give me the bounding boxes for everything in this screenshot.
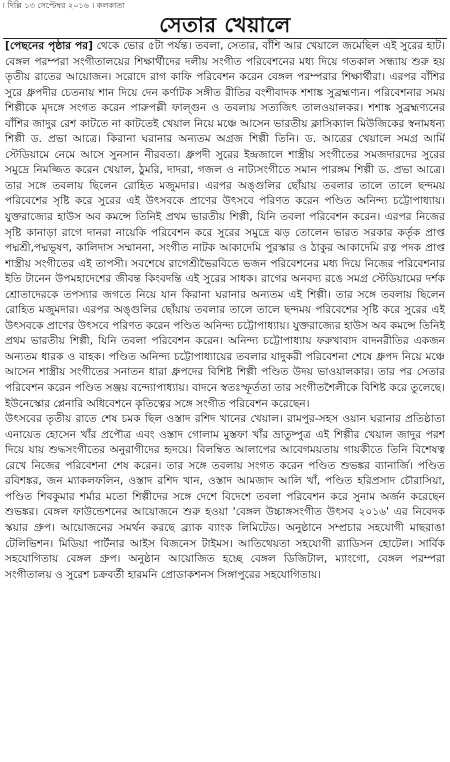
paragraph-1-text: থেকে ভোর ৫টা পর্যন্ত। তবলা, সেতার, বাঁশি আর খেয়ালে জমেছিল এই সুরের হাট। বেঙ্গল পরম্পরা সংগীতালয়ের শিক্ষার্থীদের দলীয় সংগীত পরিবেশনের মধ্য দিয়ে গতকাল সন্ধ্যায় শুরু হয় তৃতীয় রাতের আয়োজন। সরোদে রাগ কাফি পরিবেশন করেন বেঙ্গল পরম্পরার শিক্ষার্থীরা। এরপর বাঁশির সুরে ধ্রুপদীর চেতনায় শান দিয়ে দেন কর্ণাটক সঙ্গীত রীতির বংশীবাদক শশাঙ্ক সুব্রহ্মণ্যন। পরিবেশনার সময় শিল্পীকে মৃদঙ্গে সংগত করেন পারুপল্লী ফাল্গুন ও তবলায় সত্যজিৎ তালওয়ালকর। শশাঙ্ক সুব্রহ্মণ্যনের বাঁশির জাদুর রেশ কাটতে না কাটতেই খেয়াল নিয়ে মঞ্চে আসেন ভারতীয় ক্লাসিক্যাল মিউজিকের স্বনামধন্য শিল্পী ড. প্রভা আত্রে। কিরানা ঘরানার অন্যতম অগ্রজ শিল্পী তিনি। ড. আত্রের খেয়ালে সমগ্র আর্মি স্টেডিয়ামে নেমে আসে সুনসান নীরবতা। ধ্রুপদী সুরের ইন্দ্রজালে শাস্ত্রীয় সংগীতের সমজদারদের সুরের সমুদ্রে নিমজ্জিত করেন খেয়াল, ঠুমরি, দাদরা, গজল ও নাট্যসংগীতে সমান পারঙ্গম শিল্পী ড. প্রভা আত্রে। তার সঙ্গে তবলায় ছিলেন রোহিত মজুমদার। এরপর অঙ্গুলির ছোঁয়ায় তবলার তালে তালে ছন্দময় পরিবেশের সৃষ্টি করে সুরের এই উৎসবকে প্রাণের উৎসবে পরিণত করেন পণ্ডিত অনিন্দ্য চট্টোপাধ্যায়। যুক্তরাজ্যের হাউস অব কমন্সে তিনিই প্রথম ভারতীয় শিল্পী, যিনি তবলা পরিবেশন করেন। এরপর নিজের সৃষ্টি কানাড়া রাগে দানরা নায়েকি পরিবেশন করে সুরের সমুদ্রে ঝড় তোলেন ভারত সরকার কর্তৃক প্রাপ্ত পদ্মশ্রী,পদ্মভূষণ, কালিদাস সম্মাননা, সংগীত নাটক আকাদেমি পুরস্কার ও ঠাকুর আকাদেমি রত্ন পদক প্রাপ্ত শাস্ত্রীয় সংগীতের এই তাপসী। সবশেষে রাগেশ্রীভৈরবিতে ভজন পরিবেশনের মধ্য দিয়ে নিজের পরিবেশনার ইতি টানেন উপমহাদেশের জীবন্ত কিংবদন্তি এই সুরের সাধক। রাগের অনবদ্য রঙে সমগ্র স্টেডিয়ামের দর্শক শ্রোতাদেরকে তপস্যার জগতে নিয়ে যান কিরানা ঘরানার অন্যতম এই শিল্পী। তার সঙ্গে তবলায় ছিলেন রোহিত মজুমদার। এরপর অঙ্গুলির ছোঁয়ায় তবলার তালে তালে ছন্দময় পরিবেশের সৃষ্টি করে সুরের এই উৎসবকে প্রাণের উৎসবে পরিণত করেন পণ্ডিত অনিন্দ্য চট্টোপাধ্যায়। যুক্তরাজ্যের হাউস অব কমন্সে তিনিই প্রথম ভারতীয় শিল্পী, যিনি তবলা পরিবেশন করেন। অনিন্দ্য চট্টোপাধ্যায় ফরুখাবাদ বাদনরীতির একজন অন্যতম ধারক ও বাহক। পণ্ডিত অনিন্দ্য চট্টোপাধ্যায়ের তবলার যাদুকরী পরিবেশনা শেষে ধ্রুপদ নিয়ে মঞ্চে আসেন শাস্ত্রীয় সংগীতের সনাতন ধারা ধ্রুপদের বিশিষ্ট শিল্পী পণ্ডিত উদয় ভাওয়ালকার। তার পর সেতার পরিবেশন করেন পণ্ডিত সঞ্জয় বন্দ্যোপাধ্যায়। বাদনে স্বতঃস্ফূর্ততা তার সংগীতশৈলীকে বিশিষ্ট করে তুলেছে। ইউনেস্কোর প্লেনারি অধিবেশনে কৃতিত্বের সঙ্গে সংগীত পরিবেশন করেছেন। [5, 40, 445, 410]
paragraph-2-text: উৎসবের তৃতীয় রাতে শেষ চমক ছিল ওস্তাদ রশিদ খানের খেয়াল। রামপুর-সহস ওয়ান ঘরানার প্রতিষ্ঠাতা এনায়েত হোসেন খাঁর প্রপৌত্র এবং ওস্তাদ গোলাম মুস্তফা খাঁর ভ্রাতুষ্পুত্র এই শিল্পীর খেয়াল জাদুর পরশ দিয়ে যায় শুদ্ধসংগীতের অনুরাগীদের হৃদয়ে। বিলম্বিত আলাপের আবেগময়তায় গায়কীতে তিনি বিশেষত্ব রেখে নিজের পরিবেশনা শেষ করেন। তার সঙ্গে তবলায় সংগত করেন পণ্ডিত শুভঙ্কর ব্যানার্জি। পণ্ডিত রবিশঙ্কর, জন ম্যাকলফলিন, ওস্তাদ রশিদ খান, ওস্তাদ আমজাদ আলি খাঁ, পণ্ডিত হরিপ্রসাদ চৌরাসিয়া, পণ্ডিত শিবকুমার শর্মার মতো শিল্পীদের সঙ্গে দেশে বিদেশে তবলা পরিবেশন করে সুনাম অর্জন করেছেন শুভঙ্কর। বেঙ্গল ফাউন্ডেশনের আয়োজনে শুরু হওয়া 'বেঙ্গল উচ্চাঙ্গসংগীত উৎসব ২০১৬' এর নিবেদক স্কয়ার গ্রুপ। আয়োজনের সমর্থন করছে ব্র্যাক ব্যাংক লিমিটেড। অনুষ্ঠানে সম্প্রচার সহযোগী মাছরাঙা টেলিভিশন। মিডিয়া পার্টনার আইস বিজনেস টাইমস। আতিথেয়তা সহযোগী র‌্যাডিসন হোটেল। সার্বিক সহযোগিতায় বেঙ্গল গ্রুপ। অনুষ্ঠান আয়োজিত হচ্ছে বেঙ্গল ডিজিটাল, ম্যাংগো, বেঙ্গল পরম্পরা সংগীতালয় ও সুরেশ চক্রবর্তী হারমনি প্রোডাকশনস সিঙ্গাপুরের সহযোগিতায়। [5, 413, 445, 581]
continuation-kicker: [পেছনের পৃষ্ঠার পর] [5, 40, 93, 52]
page-header-line: । দিল্লি ১৩ সেপ্টেম্বর ২০১৬ । কলকাতা [2, 1, 125, 10]
article-title: সেতার খেয়ালে [159, 13, 291, 37]
article-paragraph-2 [5, 412, 445, 583]
article-body [5, 39, 445, 760]
article-paragraph-1 [5, 39, 445, 412]
